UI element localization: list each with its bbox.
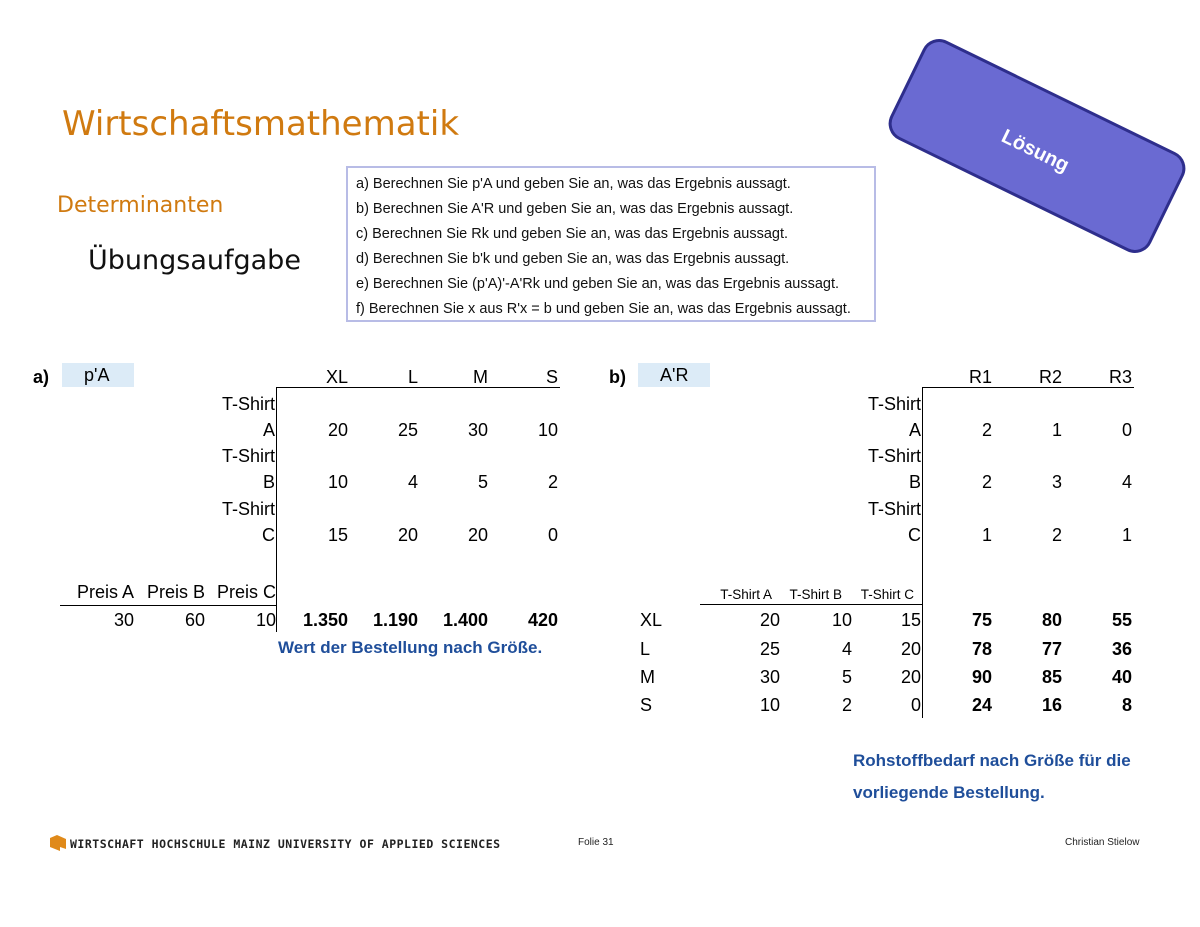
part-b-left-cell: 20 [900,639,921,659]
part-b-cell: 4 [1121,472,1132,492]
size-label: S [640,695,653,715]
part-b-left-cell: 30 [759,667,780,687]
part-b-cell: 1 [1051,420,1062,440]
part-b-result: 55 [1111,610,1132,630]
part-a-name: p'A [62,363,134,387]
part-a-row-label: B [262,472,275,492]
size-label: L [640,639,651,659]
part-b-left-header: T-Shirt A [720,587,772,602]
price-value: 60 [184,610,205,630]
part-b-left-cell: 20 [759,610,780,630]
price-value: 10 [255,610,276,630]
part-a-result: 1.350 [302,610,348,630]
slide-number: Folie 31 [578,837,614,848]
part-a-cell: 30 [467,420,488,440]
part-b-cell: 1 [981,525,992,545]
part-b-result: 24 [971,695,992,715]
part-b-marker: b) [609,367,626,387]
section-subtitle: Determinanten [57,193,224,218]
task-c: c) Berechnen Sie Rk und geben Sie an, was das Ergebnis aussagt. [356,226,789,242]
task-d: d) Berechnen Sie b'k und geben Sie an, was das Ergebnis aussagt. [356,251,790,267]
part-b-result: 90 [971,667,992,687]
price-rule [60,605,276,606]
part-b-row-label: T-Shirt [867,394,921,414]
part-b-left-rule [700,604,922,605]
part-a-result: 420 [527,610,558,630]
part-a-marker: a) [33,367,50,387]
price-value: 30 [113,610,134,630]
part-b-left-header: T-Shirt C [860,587,914,602]
part-a-result: 1.400 [442,610,488,630]
part-b-col-r1: R1 [968,367,992,387]
task-list-box [346,166,876,322]
part-b-row-label: A [908,420,921,440]
part-a-cell: 0 [547,525,558,545]
part-a-row-label: T-Shirt [221,394,275,414]
task-e: e) Berechnen Sie (p'A)'-A'Rk und geben Sie an, was das Ergebnis aussagt. [356,276,840,292]
part-b-cell: 1 [1121,525,1132,545]
part-a-row-label: C [262,525,275,545]
part-b-cell: 0 [1121,420,1132,440]
price-label: Preis C [216,582,276,602]
part-b-result: 78 [971,639,992,659]
part-b-left-cell: 10 [759,695,780,715]
part-a-col-l: L [407,367,418,387]
part-a-col-xl: XL [325,367,348,387]
part-b-left-cell: 5 [841,667,852,687]
part-a-cell: 2 [547,472,558,492]
part-a-result: 1.190 [372,610,418,630]
part-b-note-line1: Rohstoffbedarf nach Größe für die [853,751,1131,770]
part-b-cell: 2 [981,420,992,440]
exercise-heading: Übungsaufgabe [88,245,301,276]
part-a-divider [276,388,277,632]
part-b-header-rule [922,387,1134,388]
part-b-name: A'R [638,363,710,387]
price-label: Preis B [146,582,205,602]
part-a-cell: 20 [397,525,418,545]
author-name: Christian Stielow [1065,837,1140,848]
part-b-result: 16 [1041,695,1062,715]
part-b-left-cell: 25 [759,639,780,659]
page-title: Wirtschaftsmathematik [62,104,460,144]
part-b-left-cell: 10 [831,610,852,630]
part-b-result: 80 [1041,610,1062,630]
part-b-row-label: T-Shirt [867,446,921,466]
part-b-cell: 2 [1051,525,1062,545]
part-b-result: 36 [1111,639,1132,659]
solution-badge-label: Lösung [997,125,1073,177]
part-b-result: 77 [1041,639,1062,659]
part-a-header-rule [276,387,560,388]
part-a-cell: 15 [327,525,348,545]
part-a-cell: 10 [537,420,558,440]
task-f: f) Berechnen Sie x aus R'x = b und geben Sie an, was das Ergebnis aussagt. [356,301,851,317]
part-a-cell: 20 [327,420,348,440]
part-a-col-m: M [473,367,488,387]
part-b-cell: 2 [981,472,992,492]
part-b-left-cell: 15 [900,610,921,630]
part-b-note-line2: vorliegende Bestellung. [853,783,1045,802]
part-a-cell: 4 [407,472,418,492]
part-b-left-cell: 4 [841,639,852,659]
part-b-row-label: B [908,472,921,492]
part-b-cell: 3 [1051,472,1062,492]
task-a: a) Berechnen Sie p'A und geben Sie an, was das Ergebnis aussagt. [356,176,791,192]
university-logo-icon [50,835,66,851]
part-b-divider [922,388,923,718]
part-a-cell: 25 [397,420,418,440]
part-a-row-label: T-Shirt [221,446,275,466]
part-a-cell: 20 [467,525,488,545]
part-b-col-r2: R2 [1038,367,1062,387]
part-b-result: 8 [1121,695,1132,715]
part-a-cell: 5 [477,472,488,492]
task-b: b) Berechnen Sie A'R und geben Sie an, was das Ergebnis aussagt. [356,201,794,217]
part-b-left-cell: 20 [900,667,921,687]
size-label: XL [640,610,663,630]
part-b-result: 40 [1111,667,1132,687]
part-a-row-label: T-Shirt [221,499,275,519]
price-label: Preis A [76,582,134,602]
part-a-note: Wert der Bestellung nach Größe. [278,638,543,657]
part-b-result: 85 [1041,667,1062,687]
part-b-left-cell: 2 [841,695,852,715]
part-b-left-header: T-Shirt B [789,587,842,602]
university-logo-text: WIRTSCHAFT HOCHSCHULE MAINZ UNIVERSITY OF APPLIED SCIENCES [70,837,501,851]
part-a-col-s: S [545,367,558,387]
part-b-row-label: C [908,525,921,545]
part-b-col-r3: R3 [1108,367,1132,387]
part-b-row-label: T-Shirt [867,499,921,519]
part-a-cell: 10 [327,472,348,492]
size-label: M [640,667,655,687]
part-b-result: 75 [971,610,992,630]
part-a-row-label: A [262,420,275,440]
part-b-left-cell: 0 [910,695,921,715]
